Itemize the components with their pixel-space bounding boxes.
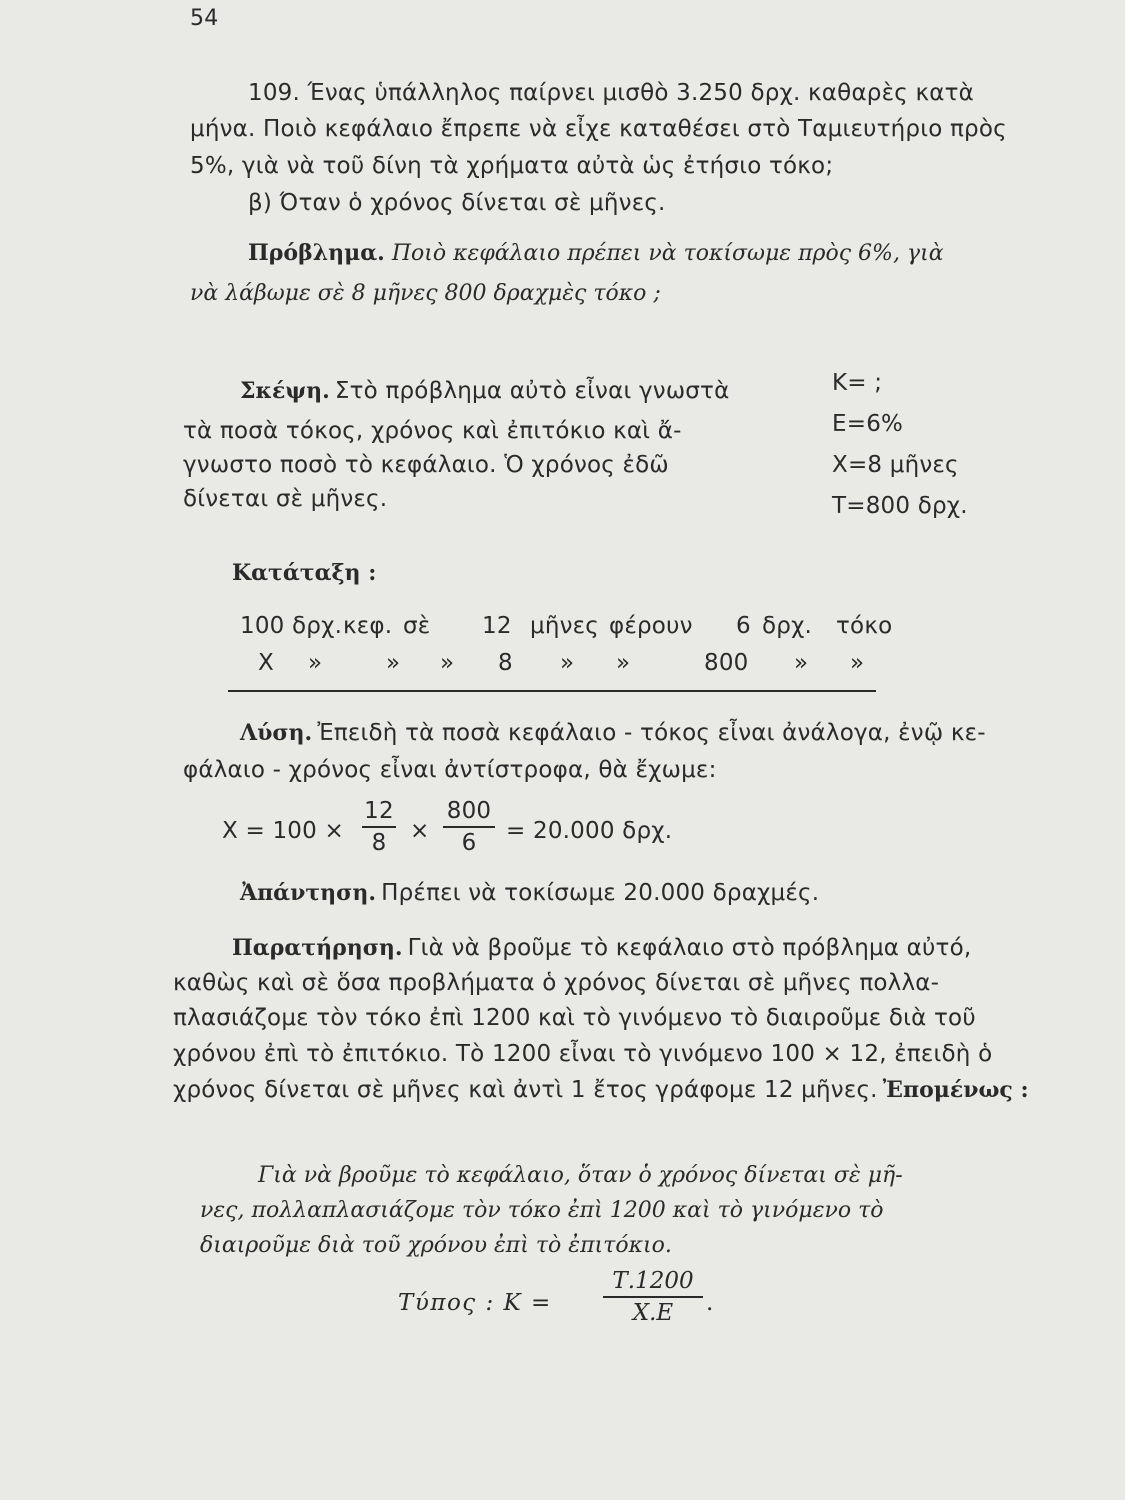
paratirisi-label: Παρατήρηση. xyxy=(232,935,403,961)
katataxi-row-2 xyxy=(258,650,898,680)
rule-line-1: Γιὰ νὰ βροῦμε τὸ κεφάλαιο, ὅταν ὁ χρόνος δίνεται σὲ μῆ- xyxy=(258,1163,903,1188)
skepsi-line-2: τὰ ποσὰ τόκος, χρόνος καὶ ἐπιτόκιο καὶ ἄ- xyxy=(183,418,682,444)
rule-line-2: νες, πολλαπλασιάζομε τὸν τόκο ἐπὶ 1200 καὶ τὸ γινόμενο τὸ xyxy=(200,1198,884,1223)
fraction-12-8-num: 12 xyxy=(364,798,394,824)
apantisi-label: Ἀπάντηση. xyxy=(240,880,377,906)
r1-c7: 6 xyxy=(736,613,751,639)
skepsi-text-1: Στὸ πρόβλημα αὐτὸ εἶναι γνωστὰ xyxy=(334,378,730,404)
formula-lhs: Χ = 100 × xyxy=(222,818,344,844)
given-e: Ε=6% xyxy=(832,411,904,437)
problem-line-1: 109. Ένας ὑπάλληλος παίρνει μισθὸ 3.250 δρχ. καθαρὲς κατὰ xyxy=(248,80,974,106)
r2-c6: » xyxy=(560,650,575,676)
r2-c5: 8 xyxy=(498,650,513,676)
formula-times: × xyxy=(410,818,430,844)
r1-c2: κεφ. xyxy=(343,613,393,639)
paratirisi-line-3: πλασιάζομε τὸν τόκο ἐπὶ 1200 καὶ τὸ γινόμενο τὸ διαιροῦμε διὰ τοῦ xyxy=(173,1005,976,1031)
r2-c2: » xyxy=(308,650,323,676)
typos-end: . xyxy=(706,1290,714,1316)
apantisi-line xyxy=(240,880,819,906)
fraction-800-6-num: 800 xyxy=(446,798,492,824)
r1-c3: σὲ xyxy=(403,613,431,639)
skepsi-label: Σκέψη. xyxy=(240,378,330,404)
paratirisi-line-1 xyxy=(232,935,971,961)
problem-line-2: μήνα. Ποιὸ κεφάλαιο ἔπρεπε νὰ εἶχε καταθέσει στὸ Ταμιευτήριο πρὸς xyxy=(190,116,1007,142)
lysi-text-1: Ἐπειδὴ τὰ ποσὰ κεφάλαιο - τόκος εἶναι ἀνάλογα, ἐνῷ κε- xyxy=(317,720,986,746)
paratirisi-text-5: χρόνος δίνεται σὲ μῆνες καὶ ἀντὶ 1 ἔτος γράφομε 12 μῆνες. xyxy=(173,1077,878,1103)
lysi-line-1 xyxy=(240,720,986,746)
r1-c9: τόκο xyxy=(836,613,893,639)
paratirisi-text-1: Γιὰ νὰ βροῦμε τὸ κεφάλαιο στὸ πρόβλημα αὐτό, xyxy=(407,935,972,961)
paratirisi-line-4: χρόνου ἐπὶ τὸ ἐπιτόκιο. Τὸ 1200 εἶναι τὸ γινόμενο 100 × 12, ἐπειδὴ ὁ xyxy=(173,1041,993,1067)
r2-c7: » xyxy=(616,650,631,676)
r2-c3: » xyxy=(386,650,401,676)
fraction-12-8-den: 8 xyxy=(371,830,387,856)
given-x: Χ=8 μῆνες xyxy=(832,452,959,478)
r2-c1: Χ xyxy=(258,650,274,676)
lysi-line-2: φάλαιο - χρόνος εἶναι ἀντίστροφα, θὰ ἔχωμε: xyxy=(183,757,717,783)
r2-c9: » xyxy=(794,650,809,676)
r2-c10: » xyxy=(850,650,865,676)
provlima-line-2: νὰ λάβωμε σὲ 8 μῆνες 800 δραχμὲς τόκο ; xyxy=(190,281,661,306)
skepsi-line-3: γνωστο ποσὸ τὸ κεφάλαιο. Ὁ χρόνος ἐδῶ xyxy=(183,452,669,478)
paratirisi-line-2: καθὼς καὶ σὲ ὅσα προβλήματα ὁ χρόνος δίνεται σὲ μῆνες πολλα- xyxy=(173,970,940,996)
lysi-label: Λύση. xyxy=(240,720,313,746)
provlima-line-1 xyxy=(248,240,944,266)
typos-label: Τύπος : Κ = xyxy=(398,1290,552,1316)
r1-c8: δρχ. xyxy=(762,613,813,639)
paratirisi-line-5 xyxy=(173,1077,1029,1103)
page-number: 54 xyxy=(190,6,219,31)
given-t: Τ=800 δρχ. xyxy=(832,493,968,519)
apantisi-text: Πρέπει νὰ τοκίσωμε 20.000 δραχμές. xyxy=(381,880,820,906)
skepsi-line-1 xyxy=(240,378,729,404)
r2-c4: » xyxy=(440,650,455,676)
typos-fraction xyxy=(603,1268,703,1326)
r1-c4: 12 xyxy=(482,613,512,639)
r1-c6: φέρουν xyxy=(609,613,693,639)
rule-line-3: διαιροῦμε διὰ τοῦ χρόνου ἐπὶ τὸ ἐπιτόκιο. xyxy=(200,1233,672,1258)
problem-line-4: β) Όταν ὁ χρόνος δίνεται σὲ μῆνες. xyxy=(248,190,666,216)
skepsi-line-4: δίνεται σὲ μῆνες. xyxy=(183,486,388,512)
r2-c8: 800 xyxy=(704,650,749,676)
katataxi-label: Κατάταξη : xyxy=(232,560,377,586)
given-k: Κ= ; xyxy=(832,370,883,396)
typos-den: Χ.Ε xyxy=(632,1300,674,1326)
typos-num: Τ.1200 xyxy=(612,1268,694,1294)
formula-rhs: = 20.000 δρχ. xyxy=(506,818,673,844)
katataxi-row-1 xyxy=(240,613,900,643)
fraction-800-6 xyxy=(443,798,495,856)
epomenos-label: Ἐπομένως : xyxy=(882,1077,1029,1103)
provlima-label: Πρόβλημα. xyxy=(248,240,385,266)
problem-line-3: 5%, γιὰ νὰ τοῦ δίνη τὰ χρήματα αὐτὰ ὡς ἐτήσιο τόκο; xyxy=(190,153,834,179)
katataxi-rule xyxy=(228,690,876,692)
provlima-text-1: Ποιὸ κεφάλαιο πρέπει νὰ τοκίσωμε πρὸς 6%, γιὰ xyxy=(391,241,944,266)
r1-c5: μῆνες xyxy=(530,613,599,639)
fraction-12-8 xyxy=(362,798,396,856)
r1-c1: 100 δρχ. xyxy=(240,613,343,639)
fraction-800-6-den: 6 xyxy=(461,830,477,856)
